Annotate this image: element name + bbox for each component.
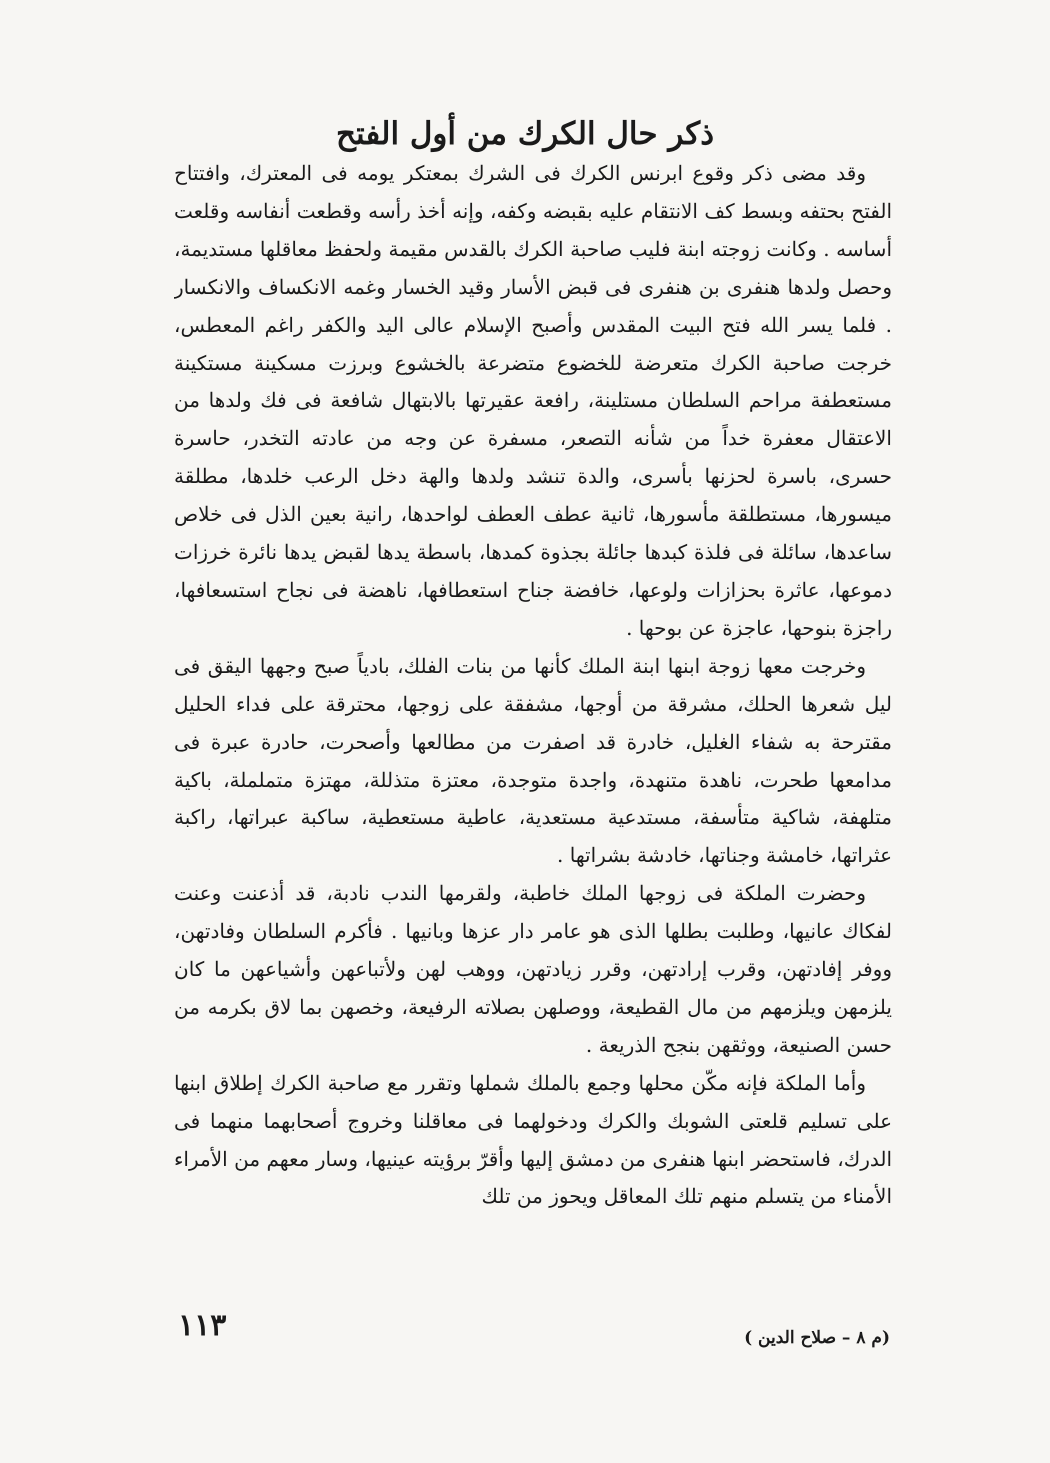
paragraph: وأما الملكة فإنه مكّن محلها وجمع بالملك شملها وتقرر مع صاحبة الكرك إطلاق ابنها على تسليم قلعتى الشوبك والكرك ودخولهما فى معاقلنا وخروج أصحابهما منهما فى الدرك، فاستحضر ابنها هنفرى من دمشق إليها وأقرّ برؤيته عينيها، وسار معهم من الأمراء الأمناء من يتسلم منهم تلك المعاقل ويحوز من تلك: [174, 1070, 892, 1209]
paragraph: وحضرت الملكة فى زوجها الملك خاطبة، ولقرمها الندب نادبة، قد أذعنت وعنت لفكاك عانيها، وطلبت بطلها الذى هو عامر دار عزها وبانيها . فأكرم السلطان وفادتهن، ووفر إفادتهن، وقرب إرادتهن، وقرر زيادتهن، ووهب لهن ولأتباعهن وأشياعهن ما كان يلزمهن ويلزمهم من مال القطيعة، ووصلهن بصلاته الرفيعة، وخصهن بما لاق بكرمه من حسن الصنيعة، ووثقهن بنجح الذريعة .: [174, 881, 892, 1057]
paragraph: وقد مضى ذكر وقوع ابرنس الكرك فى الشرك بمعتكر يومه فى المعترك، وافتتاح الفتح بحتفه وبسط كف الانتقام عليه بقبضه وكفه، وإنه أخذ رأسه وقطعت أنفاسه وقلعت أساسه . وكانت زوجته ابنة فليب صاحبة الكرك بالقدس مقيمة ولحفظ معاقلها مستديمة، وحصل ولدها هنفرى بن هنفرى فى قبض الأسار وقيد الخسار وغمه الانكساف والانكسار . فلما يسر الله فتح البيت المقدس وأصبح الإسلام عالى اليد والكفر راغم المعطس، خرجت صاحبة الكرك متعرضة للخضوع متضرعة بالخشوع وبرزت مسكينة مستكينة مستعطفة مراحم السلطان مستلينة، رافعة عقيرتها بالابتهال شافعة فى فك ولدها من الاعتقال معفرة خداً من شأنه التصعر، مسفرة عن وجه من عادته التخدر، حاسرة حسرى، باسرة لحزنها بأسرى، والدة تنشد ولدها والهة دخل الرعب خلدها، مطلقة ميسورها، مستطلقة مأسورها، ثانية عطف العطف لواحدها، رانية بعين الذل فى خلاص ساعدها، سائلة فى فلذة كبدها جائلة بجذوة كمدها، باسطة يدها لقبض يدها نائرة خرزات دموعها، عاثرة بحزازات ولوعها، خافضة جناح استعطافها، ناهضة فى نجاح استسعافها، راجزة بنوحها، عاجزة عن بوحها .: [174, 161, 892, 640]
page-title: ذكر حال الكرك من أول الفتح: [335, 116, 714, 152]
footer-note: (م ٨ – صلاح الدين ): [744, 1328, 890, 1348]
main-text: [174, 155, 892, 1290]
page-number: ١١٣: [178, 1308, 227, 1343]
paragraph: وخرجت معها زوجة ابنها ابنة الملك كأنها من بنات الفلك، بادياً صبح وجهها اليقق فى ليل شعرها الحلك، مشرقة من أوجها، مشفقة على زوجها، محترقة على فداء الحليل مقترحة به شفاء الغليل، خادرة قد اصفرت من مطالعها وأصحرت، حادرة عبرة فى مدامعها طحرت، ناهدة متنهدة، واجدة متوجدة، معتزة متذللة، مهتزة متململة، باكية متلهفة، شاكية متأسفة، مستدعية مستعدية، عاطية مستعطية، ساكبة عبراتها، راكبة عثراتها، خامشة وجناتها، خادشة بشراتها .: [174, 653, 892, 868]
